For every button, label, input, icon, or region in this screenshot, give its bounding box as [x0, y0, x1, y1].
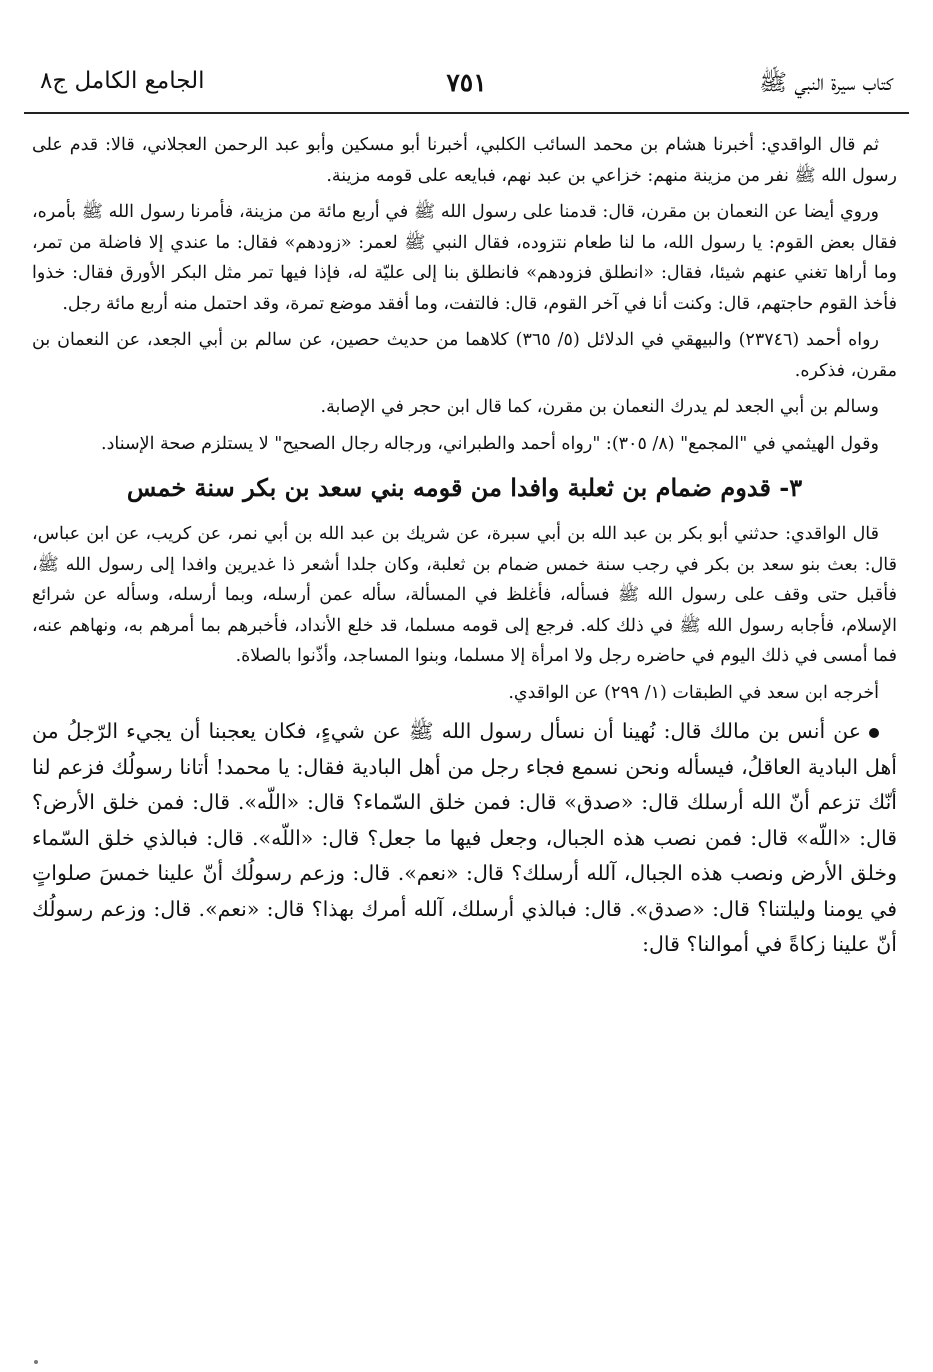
paragraph-takhrij-ahmad: رواه أحمد (٢٣٧٤٦) والبيهقي في الدلائل (٥/ ٣٦٥) كلاهما من حديث حصين، عن سالم بن أبي الجعد، عن النعمان بن مقرن، فذكره.: [32, 330, 897, 381]
paragraph-waqidi-muzayna: ثم قال الواقدي: أخبرنا هشام بن محمد السائب الكلبي، أخبرنا أبو مسكين وأبو عبد الرحمن العجلاني، قالا: قدم على رسول الله ﷺ نفر من مزينة منهم: خزاعي بن عبد نهم، فبايعه على قومه مزينة.: [32, 135, 897, 186]
section-heading: ٣- قدوم ضمام بن ثعلبة وافدا من قومه بني سعد بن بكر سنة خمس: [126, 473, 803, 502]
paragraph-numan-hadith: وروي أيضا عن النعمان بن مقرن، قال: قدمنا على رسول الله ﷺ في أربع مائة من مزينة، فأمرنا رسول الله ﷺ بأمره، فقال بعض القوم: يا رسول الله، ما لنا طعام نتزوده، فقال النبي ﷺ لعمر: «زودهم» فقال: ما عندي إلا فاضلة من تمر، وما أراها تغني عنهم شيئا، فقال: «انطلق فزودهم» فانطلق بنا إلى عليّة له، فإذا فيها تمر مثل البكر الأورق فقال: خذوا فأخذ القوم حاجتهم، قال: وكنت أنا في آخر القوم، قال: فالتفت، وما أفقد موضع تمرة، وقد احتمل منه أربع مائة رجل.: [32, 202, 897, 314]
book-title: كتاب سيرة النبي ﷺ: [759, 70, 893, 96]
paragraph-haythami-note: وقول الهيثمي في "المجمع" (٨/ ٣٠٥): "رواه أحمد والطبراني، ورجاله رجال الصحيح" لا يستلزم صحة الإسناد.: [101, 433, 879, 454]
page-header: [40, 68, 893, 108]
bullet-icon: [869, 728, 879, 738]
paragraph-ibn-sad-takhrij: أخرجه ابن سعد في الطبقات (١/ ٢٩٩) عن الواقدي.: [508, 682, 879, 703]
header-rule: [24, 112, 909, 114]
anas-hadith-text: عن أنس بن مالك قال: نُهينا أن نسأل رسول الله ﷺ عن شيءٍ، فكان يعجبنا أن يجيء الرّجلُ من أهل البادية العاقلُ، فيسأله ونحن نسمع فجاء رجل من أهل البادية فقال: يا محمد! أتانا رسولُك فزعم لنا أنّك تزعم أنّ الله أرسلك قال: «صدق» قال: فمن خلق السّماء؟ قال: «اللّه». قال: فمن خلق الأرض؟ قال: «اللّه» قال: فمن نصب هذه الجبال، وجعل فيها ما جعل؟ قال: «اللّه». قال: فبالذي خلق السّماء وخلق الأرض ونصب هذه الجبال، آلله أرسلك؟ قال: «نعم». قال: وزعم رسولُك أنّ علينا خمسَ صلواتٍ في يومنا وليلتنا؟ قال: «صدق». قال: فبالذي أرسلك، آلله أمرك بهذا؟ قال: «نعم». قال: وزعم رسولُك أنّ علينا زكاةً في أموالنا؟ قال:: [32, 719, 897, 956]
series-title: الجامع الكامل ج٨: [40, 68, 205, 94]
paragraph-anas-hadith: [32, 714, 897, 963]
paragraph-dimam-story: قال الواقدي: حدثني أبو بكر بن عبد الله بن أبي سبرة، عن شريك بن عبد الله بن أبي نمر، عن كريب، عن ابن عباس، قال: بعث بنو سعد بن بكر في رجب سنة خمس ضمام بن ثعلبة، وكان جلدا أشعر ذا غديرين وافدا إلى رسول الله ﷺ، فأقبل حتى وقف على رسول الله ﷺ فسأله، فأغلظ في المسألة، سأله عمن أرسله، وبما أرسله، وسأله عن شرائع الإسلام، فأجابه رسول الله ﷺ في ذلك كله. فرجع إلى قومه مسلما، قد خلع الأنداد، فأخبرهم بما أمرهم به، ونهاهم عنه، فما أمسى في ذلك اليوم في حاضره رجل ولا امرأة إلا مسلما، وبنوا المساجد، وأذّنوا بالصلاة.: [32, 524, 897, 666]
scan-dot: [34, 1360, 38, 1364]
paragraph-salim-note: وسالم بن أبي الجعد لم يدرك النعمان بن مقرن، كما قال ابن حجر في الإصابة.: [320, 397, 879, 417]
page-number: ٧٥١: [446, 68, 487, 97]
page-body: [32, 130, 897, 963]
